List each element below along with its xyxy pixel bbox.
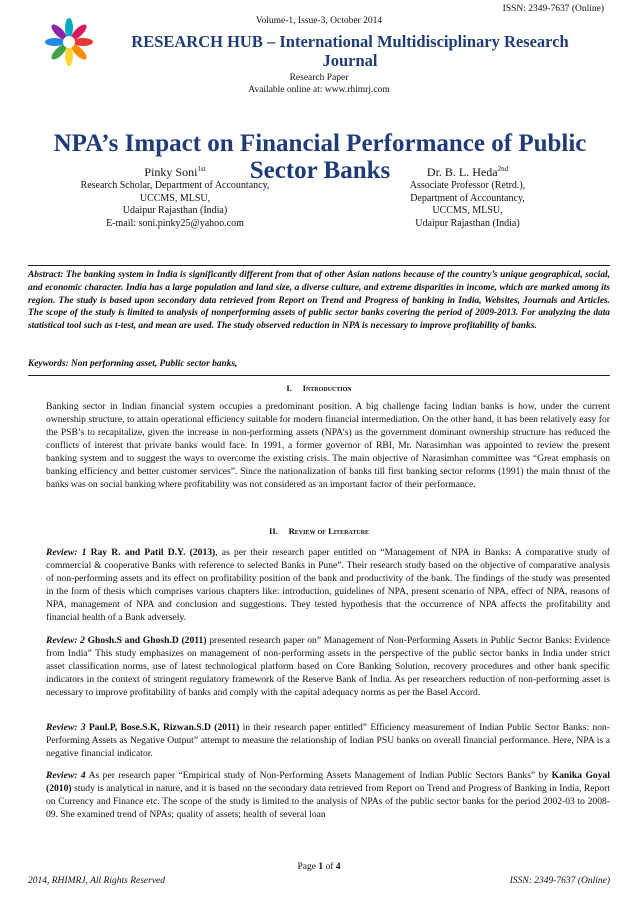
author-2-name: Dr. B. L. Heda bbox=[426, 165, 498, 179]
review-text: , as per their research paper entitled on “Management of NPA in Banks: A comparative study of commercial & cooperative Banks with reference to selected Banks in Pune”. Their research study based on the objective of comparative analysis of non-performing assets and its effect on profitability position of the bank and productivity of the bank. The findings of the study was presented in the form of thesis which comprises various chapters like: introduction, guidelines of NPA, present scenario of NPA, effect of NPA, reasons of NPA, management of NPA and conclusion and suggestions. They tested hypothesis that the occurrence of NPA affects the profitability and financial health of a Bank adversely. bbox=[46, 547, 610, 623]
author-1 bbox=[40, 162, 310, 230]
review-text: in their research paper entitled” Efficiency measurement of Indian Public Sector Banks: non-Performing Assets as Negative Output” attempt to measure the relationship of Indian PSU banks on overall financial performance. Here, NPA is a negative financial indicator. bbox=[46, 722, 610, 759]
section-number: I. bbox=[286, 383, 292, 393]
review-authors: Paul.P, Bose.S.K, Rizwan.S.D (2011) bbox=[88, 722, 240, 733]
review-label: Review: 2 bbox=[46, 635, 85, 646]
available-online: Available online at: www.rhimrj.com bbox=[248, 85, 390, 95]
footer-issn: ISSN: 2349-7637 (Online) bbox=[509, 876, 610, 886]
section-number: II. bbox=[268, 526, 278, 536]
author-2-line: UCCMS, MLSU, bbox=[432, 205, 503, 216]
title-line1: NPA’s Impact on Financial Performance of Public bbox=[53, 130, 587, 157]
section-heading-literature bbox=[0, 526, 638, 536]
review-authors: Ghosh.S and Ghosh.D (2011) bbox=[87, 635, 207, 646]
author-1-sup: 1st bbox=[197, 165, 206, 173]
keywords-bottom-rule bbox=[28, 375, 610, 376]
review-authors: Kanika Goyal (2010) bbox=[46, 770, 610, 794]
volume-issue: Volume-1, Issue-3, October 2014 bbox=[255, 16, 383, 26]
author-1-email: E-mail: soni.pinky25@yahoo.com bbox=[106, 217, 244, 229]
author-2 bbox=[345, 162, 590, 230]
review-2 bbox=[28, 634, 610, 699]
author-1-line: UCCMS, MLSU, bbox=[139, 192, 211, 204]
footer-rights: 2014, RHIMRJ, All Rights Reserved bbox=[28, 876, 166, 886]
keywords: Keywords: Non performing asset, Public sector banks, bbox=[28, 359, 238, 369]
abstract: Abstract: The banking system in India is significantly different from that of other Asian nations because of the country’s unique geographical, social, and economic character. India has a large population and land size, a diverse culture, and extreme disparities in income, which are marked among its region. The study is based upon secondary data retrieved from Report on Trend and Progress of banking in India, Websites, Journals and Articles. The scope of the study is limited to analysis of nonperforming assets of public sector banks covering the period of 2009-2013. For analyzing the data statistical tool such as t-test, and mean are used. The study observed reduction in NPA is necessary to improve profitability of banks. bbox=[28, 270, 610, 332]
review-1 bbox=[28, 546, 610, 624]
author-2-sup: 2nd bbox=[497, 165, 509, 173]
review-4 bbox=[28, 769, 610, 821]
review-pretext: As per research paper “Empirical study of Non-Performing Assets Management of Indian Public Sectors Banks” by bbox=[85, 770, 552, 781]
section-heading-introduction bbox=[0, 383, 638, 393]
page-of: of bbox=[323, 862, 336, 872]
review-3 bbox=[28, 721, 610, 760]
journal-logo bbox=[33, 14, 105, 70]
journal-name-line2: Journal bbox=[322, 51, 378, 70]
review-authors: Ray R. and Patil D.Y. (2013) bbox=[90, 547, 216, 558]
abstract-top-rule bbox=[28, 265, 610, 266]
author-2-line: Associate Professor (Retrd.), bbox=[409, 180, 526, 191]
page-prefix: Page bbox=[297, 862, 319, 872]
journal-name-line1: RESEARCH HUB – International Multidisciplinary Research bbox=[131, 32, 569, 51]
review-text: presented research paper on” Management of Non-Performing Assets in Public Sector Banks: Evidence from India” This study emphasizes on management of non-performing assets in the perspective of the public sector banks in India under strict asset classification norms, use of latest technological platform based on Core Banking Solution, recovery procedures and other bank specific indicators in the context of stringent regulatory framework of the Reserve Bank of India. As per researchers reduction of non-performing asset is necessary to improve profitability of banks and comply with the capital adequacy norms as per the Basel Accord. bbox=[46, 635, 610, 698]
author-2-line: Department of Accountancy, bbox=[410, 192, 525, 204]
section-title: Review of Literature bbox=[288, 526, 370, 536]
issn-header: ISSN: 2349-7637 (Online) bbox=[502, 4, 604, 14]
journal-name bbox=[115, 32, 585, 70]
section-title: Introduction bbox=[302, 383, 352, 393]
review-text: study is analytical in nature, and it is based on the secondary data retrieved from Report on Trend and Progress of Banking in India, Report on Currency and Finance etc. The scope of the study is limited to the analysis of NPAs of the public sector banks for the period 2002-03 to 2008-09. She examined trend of NPAs; quality of assets; health of several loan bbox=[46, 783, 610, 820]
author-2-line: Udaipur Rajasthan (India) bbox=[415, 217, 520, 229]
title-line2: Sector Banks bbox=[249, 157, 391, 184]
introduction-text: Banking sector in Indian financial system occupies a predominant position. A big challenge facing Indian banks is how, under the current ownership structure, to attain operational efficiency suitable for modern financial intermediation. On the other hand, it has been relatively easy for the PSB’s to recapitalize, given the increase in non-performing assets (NPA’s) as the government dominant ownership structure has reduced the conflicts of interest that private banks would face. In 1991, a former governor of RBI, Mr. Narasimhan was appointed to review the present banking system and to suggest the ways to overcome the existing crisis. The main objective of Narasimhan committee was “Great emphasis on banking efficiency and better customer services”. Since the nationalization of banks till first banking sector reforms (1991) the main thrust of the banks was on social banking where profitability was not considered as an important factor of their performance. bbox=[46, 401, 610, 490]
review-label: Review: 3 bbox=[46, 722, 86, 733]
author-1-line: Research Scholar, Department of Accountancy, bbox=[80, 180, 270, 191]
review-label: Review: 4 bbox=[46, 770, 86, 781]
page-number bbox=[0, 862, 638, 872]
paper-type: Research Paper bbox=[289, 73, 349, 83]
introduction-paragraph bbox=[28, 400, 610, 491]
author-1-line: Udaipur Rajasthan (India) bbox=[122, 205, 228, 216]
paper-info bbox=[0, 72, 638, 96]
author-1-name: Pinky Soni bbox=[144, 165, 198, 179]
page-current: 1 bbox=[318, 862, 324, 872]
review-label: Review: 1 bbox=[46, 547, 87, 558]
page-total: 4 bbox=[335, 862, 341, 872]
